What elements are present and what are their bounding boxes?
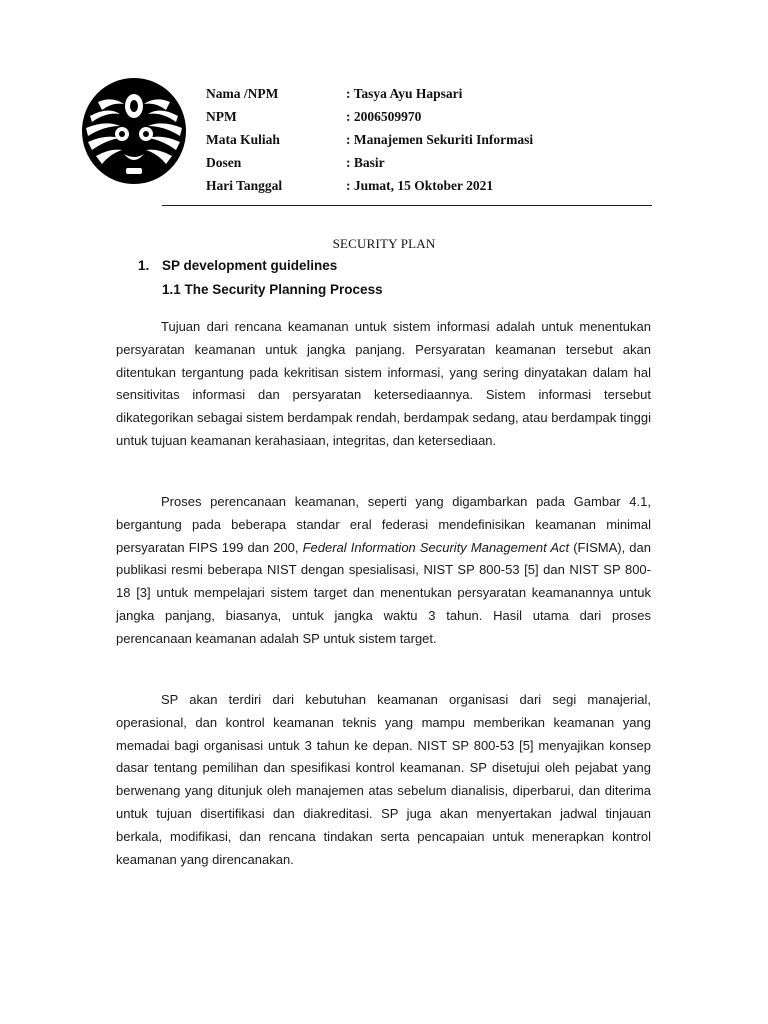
paragraph-1: Tujuan dari rencana keamanan untuk sistem informasi adalah untuk menentukan persyaratan keamanan untuk jangka panjang. Persyaratan keamanan tersebut akan ditentukan tergantung pada kekritisan sistem informasi, yang sering dinyatakan dalam hal sensitivitas informasi dan persyaratan ketersediaannya. Sistem informasi tersebut dikategorikan sebagai sistem berdampak rendah, berdampak sedang, atau berdampak tinggi untuk tujuan keamanan kerahasiaan, integritas, dan ketersediaan. (116, 319, 651, 448)
info-label: Mata Kuliah (206, 132, 280, 147)
document-title: SECURITY PLAN (332, 236, 436, 251)
fisma-act-name: Federal Information Security Management Act (302, 539, 570, 555)
info-label: Dosen (206, 155, 242, 170)
info-value: : Manajemen Sekuriti Informasi (346, 132, 534, 147)
info-label: Hari Tanggal (206, 178, 283, 193)
info-label: Nama /NPM (206, 86, 279, 101)
info-value: : Basir (346, 155, 385, 170)
paragraph-3: SP akan terdiri dari kebutuhan keamanan organisasi dari segi manajerial, operasional, dan kontrol keamanan teknis yang mampu memberikan keamanan yang memadai bagi organisasi untuk 3 tahun ke depan. NIST SP 800-53 [5] menyajikan konsep dasar tentang pemilihan dan spesifikasi kontrol keamanan. SP disetujui oleh pejabat yang berwenang yang ditunjuk oleh manajemen atas sebelum dianalisis, diperbarui, dan diterima untuk tujuan disertifikasi dan diakreditasi. SP juga akan menyertakan jadwal tinjauan berkala, modifikasi, dan rencana tindakan serta pencapaian untuk menerapkan kontrol keamanan yang direncanakan. (116, 692, 651, 867)
section-number: 1. (138, 258, 150, 273)
info-value: : 2006509970 (346, 109, 422, 124)
info-label: NPM (206, 109, 237, 124)
paragraph-2 (116, 491, 651, 651)
paragraph-2-part-2: (FISMA), dan publikasi resmi beberapa NIST dengan spesialisasi, NIST SP 800-53 [5] dan NIST SP 800-18 [3] untuk mempelajari sistem target dan menentukan persyaratan keamanannya untuk jangka panjang, biasanya, untuk jangka waktu 3 tahun. Hasil utama dari proses perencanaan keamanan adalah SP untuk sistem target. (116, 539, 651, 646)
paragraph-2-part-1: Proses perencanaan keamanan, seperti yang digambarkan pada Gambar 4.1, bergantung pada beberapa standar eral federasi mendefinisikan keamanan minimal persyaratan FIPS 199 dan 200, (116, 494, 651, 555)
subsection-title: 1.1 The Security Planning Process (162, 282, 383, 297)
header-divider (162, 205, 652, 206)
section-title: SP development guidelines (162, 258, 338, 273)
info-value: : Jumat, 15 Oktober 2021 (346, 178, 494, 193)
university-logo (80, 76, 188, 186)
info-value: : Tasya Ayu Hapsari (346, 86, 463, 101)
